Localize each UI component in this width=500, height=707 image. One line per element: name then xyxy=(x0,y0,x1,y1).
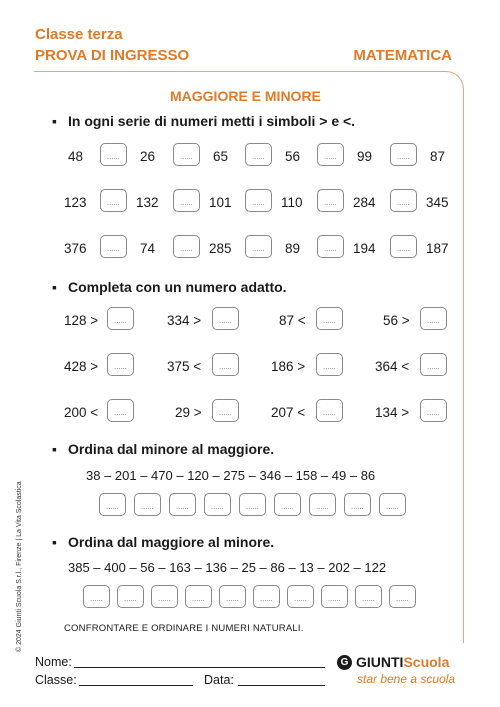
bullet-icon: ▪ xyxy=(52,441,57,457)
answer-box[interactable] xyxy=(316,399,343,422)
answer-box[interactable] xyxy=(107,307,134,330)
answer-box[interactable] xyxy=(219,585,246,608)
answer-box[interactable] xyxy=(212,399,239,422)
bullet-icon: ▪ xyxy=(52,279,57,295)
q1-number: 99 xyxy=(357,149,373,164)
q2-expression: 334 > xyxy=(167,313,202,328)
number-sequence-ascending: 38 – 201 – 470 – 120 – 275 – 346 – 158 – 49 – 86 xyxy=(86,468,376,483)
topic-note: CONFRONTARE E ORDINARE I NUMERI NATURALI. xyxy=(64,623,304,634)
answer-box[interactable] xyxy=(344,493,371,516)
logo-brand: GIUNTI xyxy=(356,654,404,670)
question-1-text: In ogni serie di numeri metti i simboli > e <. xyxy=(68,113,356,129)
answer-box[interactable] xyxy=(253,585,280,608)
q2-expression: 29 > xyxy=(175,405,202,420)
answer-box[interactable] xyxy=(287,585,314,608)
answer-box[interactable] xyxy=(379,493,406,516)
bullet-icon: ▪ xyxy=(52,113,57,129)
copyright-text: © 2024 Giunti Scuola S.r.l., Firenze | La Vita Scolastica xyxy=(16,481,23,652)
class-field[interactable] xyxy=(79,685,193,686)
q1-number: 26 xyxy=(140,149,156,164)
answer-box[interactable] xyxy=(274,493,301,516)
q1-number: 65 xyxy=(213,149,229,164)
question-3-text: Ordina dal minore al maggiore. xyxy=(68,441,275,457)
q1-number: 101 xyxy=(209,195,232,210)
logo-text xyxy=(356,654,449,670)
answer-box[interactable] xyxy=(173,189,200,212)
answer-box[interactable] xyxy=(355,585,382,608)
q2-expression: 428 > xyxy=(64,359,99,374)
name-label: Nome: xyxy=(35,655,72,669)
answer-box[interactable] xyxy=(420,353,447,376)
q2-expression: 200 < xyxy=(64,405,99,420)
number-sequence-descending: 385 – 400 – 56 – 163 – 136 – 25 – 86 – 13 – 202 – 122 xyxy=(68,560,387,575)
answer-box[interactable] xyxy=(245,189,272,212)
answer-box[interactable] xyxy=(239,493,266,516)
answer-box[interactable] xyxy=(317,235,344,258)
name-field[interactable] xyxy=(74,667,325,668)
answer-box[interactable] xyxy=(212,353,239,376)
test-title: PROVA DI INGRESSO xyxy=(35,47,190,64)
question-4-text: Ordina dal maggiore al minore. xyxy=(68,534,275,550)
q2-expression: 364 < xyxy=(375,359,410,374)
answer-box[interactable] xyxy=(107,353,134,376)
q1-number: 87 xyxy=(430,149,446,164)
answer-box[interactable] xyxy=(173,143,200,166)
answer-box[interactable] xyxy=(83,585,110,608)
q2-expression: 87 < xyxy=(279,313,306,328)
answer-box[interactable] xyxy=(134,493,161,516)
answer-box[interactable] xyxy=(317,143,344,166)
answer-box[interactable] xyxy=(245,143,272,166)
subject-label: MATEMATICA xyxy=(353,47,452,64)
q2-expression: 375 < xyxy=(167,359,202,374)
q2-expression: 128 > xyxy=(64,313,99,328)
answer-box[interactable] xyxy=(245,235,272,258)
q2-expression: 186 > xyxy=(271,359,306,374)
answer-box[interactable] xyxy=(212,307,239,330)
answer-box[interactable] xyxy=(151,585,178,608)
q1-number: 123 xyxy=(64,195,87,210)
section-title: MAGGIORE E MINORE xyxy=(170,88,321,104)
q1-number: 56 xyxy=(285,149,301,164)
answer-box[interactable] xyxy=(100,235,127,258)
answer-box[interactable] xyxy=(99,493,126,516)
date-label: Data: xyxy=(204,673,234,687)
answer-box[interactable] xyxy=(420,307,447,330)
answer-box[interactable] xyxy=(390,143,417,166)
q1-number: 345 xyxy=(426,195,449,210)
q1-number: 284 xyxy=(353,195,376,210)
answer-box[interactable] xyxy=(390,189,417,212)
answer-box[interactable] xyxy=(117,585,144,608)
q1-number: 74 xyxy=(140,241,156,256)
q1-number: 110 xyxy=(281,195,303,210)
answer-box[interactable] xyxy=(317,189,344,212)
answer-box[interactable] xyxy=(204,493,231,516)
answer-box[interactable] xyxy=(173,235,200,258)
answer-box[interactable] xyxy=(185,585,212,608)
answer-box[interactable] xyxy=(169,493,196,516)
q2-expression: 56 > xyxy=(383,313,410,328)
answer-box[interactable] xyxy=(100,143,127,166)
q1-number: 48 xyxy=(68,149,84,164)
answer-box[interactable] xyxy=(316,353,343,376)
q1-number: 376 xyxy=(64,241,87,256)
question-2-text: Completa con un numero adatto. xyxy=(68,279,287,295)
q1-number: 285 xyxy=(209,241,232,256)
answer-box[interactable] xyxy=(390,235,417,258)
answer-box[interactable] xyxy=(316,307,343,330)
answer-box[interactable] xyxy=(309,493,336,516)
answer-box[interactable] xyxy=(389,585,416,608)
answer-box[interactable] xyxy=(107,399,134,422)
date-field[interactable] xyxy=(238,685,325,686)
q1-number: 194 xyxy=(353,241,376,256)
answer-box[interactable] xyxy=(100,189,127,212)
giunti-g-icon: G xyxy=(337,655,352,670)
q1-number: 187 xyxy=(426,241,449,256)
bullet-icon: ▪ xyxy=(52,534,57,550)
answer-box[interactable] xyxy=(321,585,348,608)
logo-tagline: star bene a scuola xyxy=(357,672,456,686)
class-label: Classe terza xyxy=(35,26,123,43)
q1-number: 132 xyxy=(136,195,159,210)
logo-brand-scuola: Scuola xyxy=(403,654,450,670)
q1-number: 89 xyxy=(285,241,301,256)
answer-box[interactable] xyxy=(420,399,447,422)
class-field-label: Classe: xyxy=(35,673,77,687)
q2-expression: 207 < xyxy=(271,405,306,420)
q2-expression: 134 > xyxy=(375,405,410,420)
